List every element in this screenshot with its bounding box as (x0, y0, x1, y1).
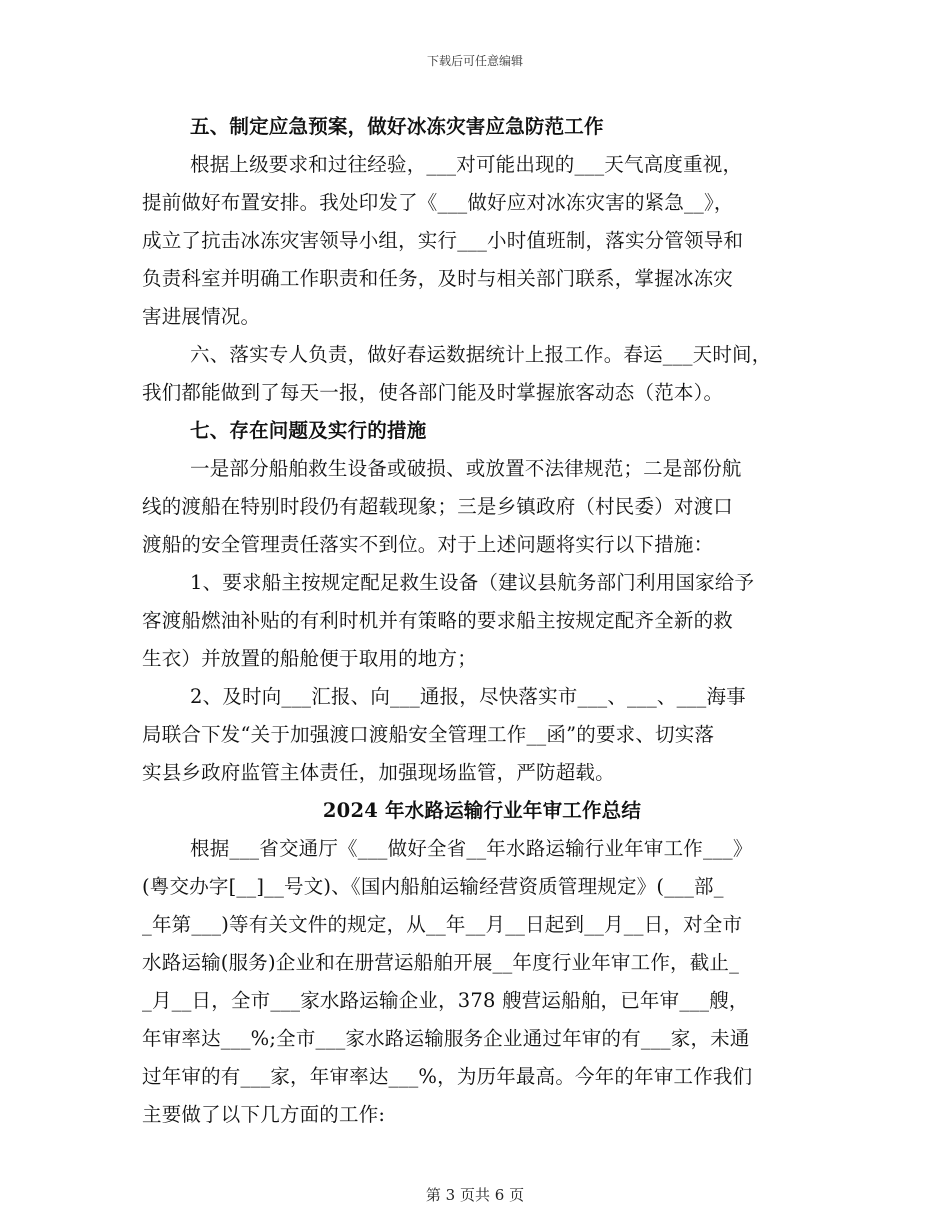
paragraph-first-line: 2、及时向___汇报、向___通报，尽快落实市___、___、___海事 (190, 685, 746, 708)
paragraph-line: 渡船的安全管理责任落实不到位。对于上述问题将实行以下措施： (142, 533, 714, 556)
paragraph-first-line: 根据上级要求和过往经验，___对可能出现的___天气高度重视， (190, 153, 743, 176)
paragraph-line: _月__日，全市___家水路运输企业，378 艘营运船舶，已年审___艘， (142, 989, 749, 1012)
paragraph-line: 生衣）并放置的船舱便于取用的地方； (142, 647, 477, 670)
paragraph-line: 提前做好布置安排。我处印发了《___做好应对冰冻灾害的紧急__》， (142, 191, 734, 214)
paragraph-first-line: 六、落实专人负责，做好春运数据统计上报工作。春运___天时间， (190, 343, 772, 366)
paragraph-line: 害进展情况。 (142, 305, 261, 328)
paragraph-line: (粤交办字[__]__号文)、《国内船舶运输经营资质管理规定》(___部_ (142, 875, 724, 898)
paragraph-line: 局联合下发“关于加强渡口渡船安全管理工作__函”的要求、切实落 (142, 723, 715, 746)
section-heading: 七、存在问题及实行的措施 (190, 419, 427, 442)
paragraph-line: 过年审的有___家，年审率达___%，为历年最高。今年的年审工作我们 (142, 1065, 753, 1088)
document-body (142, 108, 822, 1134)
paragraph-line: _年第___)等有关文件的规定，从__年__月__日起到__月__日，对全市 (142, 913, 743, 936)
paragraph-line: 水路运输(服务)企业和在册营运船舶开展__年度行业年审工作，截止_ (142, 951, 740, 974)
paragraph-line: 实县乡政府监管主体责任，加强现场监管，严防超载。 (142, 761, 615, 784)
page-footer: 第 3 页共 6 页 (425, 1186, 525, 1204)
paragraph-line: 年审率达___%;全市___家水路运输服务企业通过年审的有___家，未通 (142, 1027, 750, 1050)
section-heading: 五、制定应急预案，做好冰冻灾害应急防范工作 (190, 115, 604, 138)
paragraph-first-line: 根据___省交通厅《___做好全省__年水路运输行业年审工作___》 (190, 837, 753, 860)
paragraph-line: 主要做了以下几方面的工作: (142, 1103, 386, 1126)
page-header: 下载后可任意编辑 (426, 54, 523, 68)
paragraph-line: 我们都能做到了每天一报，使各部门能及时掌握旅客动态（范本）。 (142, 381, 724, 404)
document-title: 2024 年水路运输行业年审工作总结 (322, 799, 642, 822)
paragraph-line: 线的渡船在特别时段仍有超载现象；三是乡镇政府（村民委）对渡口 (142, 495, 734, 518)
paragraph-first-line: 一是部分船舶救生设备或破损、或放置不法律规范；二是部份航 (190, 457, 742, 480)
paragraph-line: 客渡船燃油补贴的有利时机并有策略的要求船主按规定配齐全新的救 (142, 609, 734, 632)
paragraph-line: 负责科室并明确工作职责和任务，及时与相关部门联系，掌握冰冻灾 (142, 267, 734, 290)
paragraph-line: 成立了抗击冰冻灾害领导小组，实行___小时值班制，落实分管领导和 (142, 229, 744, 252)
paragraph-first-line: 1、要求船主按规定配足救生设备（建议县航务部门利用国家给予 (190, 571, 755, 594)
